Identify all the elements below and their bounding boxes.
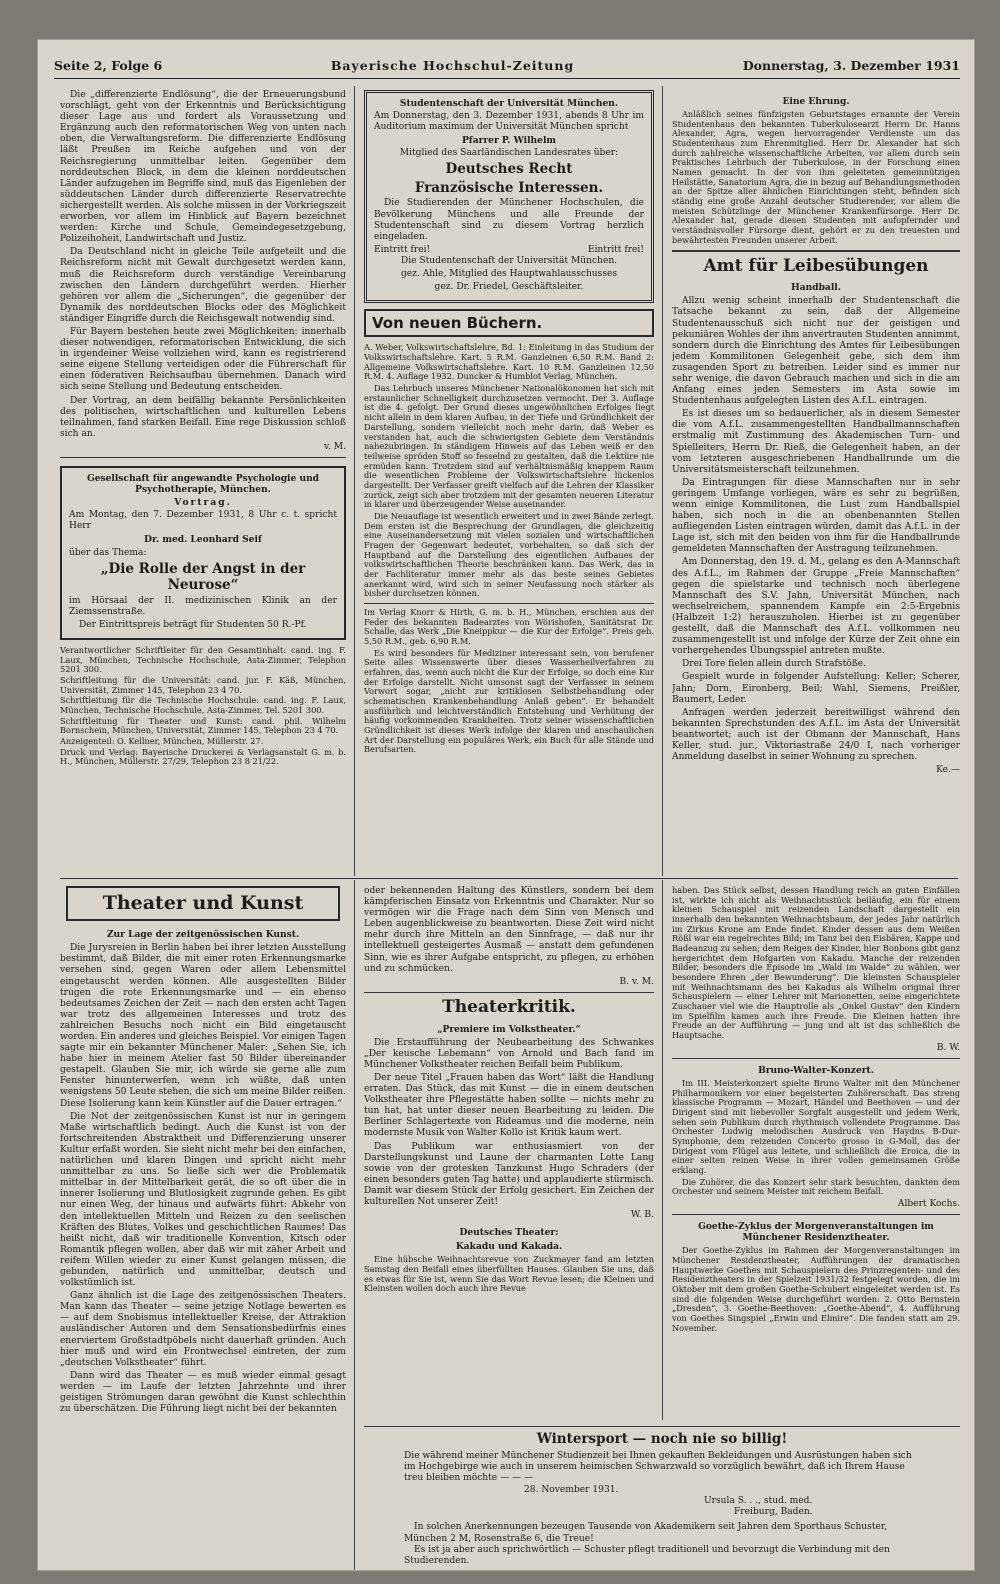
divider xyxy=(672,1214,960,1215)
lecture-notice-box xyxy=(364,90,654,303)
article-paragraph: Die Not der zeitgenössischen Kunst ist nur in geringem Maße wirtschaftlich bedingt. Auch die Kunst ist von der fortschreitenden Abstraktheit und Differenzierung unserer Kultur erfaßt worden. Sie sieht nicht mehr bei den einfachen, natürlichen und klaren Dingen und spricht nicht mehr unmittelbar zu uns. So ließe sich wer die Problematik mittelbar in der Mittelbarkeit gerät, die so oft über die in innerer Isolierung und Blutlosigkeit zugrunde gehen. Es gibt nur einen Weg, der hinaus und aufwärts führt: Abkehr von den intellektuellen Mitteln und Reizen zu den seelischen Kräften des Blutes, Volkes und geschichtlichen Raumes! Das heißt nicht, daß wir traditionelle Konvention, Kitsch oder Romantik pflegen wollen, aber daß wir mit zäher Arbeit und reifem Willen wieder zu einer Kunst gelangen müssen, die gebunden, natürlich und unmittelbar, deutsch und volkstümlich ist. xyxy=(60,1111,346,1289)
imprint-line: Verantwortlicher Schriftleiter für den Gesamtinhalt: cand. ing. F. Laux, München, Technische Hochschule, Asta-Zimmer, Telephon 5201 300. xyxy=(60,644,346,675)
article-paragraph: Allzu wenig scheint innerhalb der Studentenschaft die Tatsache bekannt zu sein, daß der Allgemeine Studentenausschuß sich nicht nur der geistigen und pekuniären Wohles der ihm anvertrauten Studenten annimmt, sondern durch die Einrichtung des Amtes für Leibesübungen jedem Kommilitonen Gelegenheit gebe, sich dem ihm zusagenden Sport zu betreiben. Leider sind es immer nur sehr wenige, die davon Gebrauch machen und sich in die am Anfang eines jeden Semesters im Asta sowie im Studentenhaus aufgelegten Listen des A.f.L. eintragen. xyxy=(672,296,960,407)
column-rule-3 xyxy=(354,880,355,1570)
header-date: Donnerstag, 3. Dezember 1931 xyxy=(742,57,960,73)
notice-entry: Eintritt frei! xyxy=(587,244,644,255)
ad-headline: Wintersport — noch nie so billig! xyxy=(536,1431,788,1447)
notice-role: Mitglied des Saarländischen Landesrates über: xyxy=(399,148,619,159)
ad-organization: Gesellschaft für angewandte Psychologie und Psychotherapie, München. xyxy=(86,473,320,496)
imprint-line: Anzeigenteil: O. Kellner, München, Müllerstr. 27. xyxy=(60,735,264,746)
article-paragraph: Gespielt wurde in folgender Aufstellung: Keller; Scherer, Jahn; Dorn, Eironberg, Beil; Wahl, Siemens, Preißler, Baumert, Leder. xyxy=(672,672,960,705)
book-entry: A. Weber, Volkswirtschaftslehre, Bd. 1: Einleitung in das Studium der Volkswirtschaftslehre. Kart. 5 R.M. Ganzleinen 6,50 R.M. Band 2: Allgemeine Volkswirtschaftslehre. Kart. 10 R.M. Ganzleinen 12,50 R.M. 4. Auflage 1932. Duncker & Humblot Verlag, München. xyxy=(364,342,654,382)
notice-title-2: Französische Interessen. xyxy=(414,179,604,196)
lower-column-1 xyxy=(60,886,346,1566)
imprint-line: Schriftleitung für die Universität: cand. jur. F. Käß, München, Universität, Zimmer 145, Telephon 23 4 70. xyxy=(60,674,346,695)
notice-speaker: Pfarrer P. Wilhelm xyxy=(461,135,557,147)
article-subtitle: Zur Lage der zeitgenössischen Kunst. xyxy=(106,929,300,941)
goethe-title: Goethe-Zyklus der Morgenveranstaltungen im Münchener Residenztheater. xyxy=(698,1221,934,1244)
article-paragraph: Drei Tore fielen allein durch Strafstöße. xyxy=(682,659,867,670)
lower-column-3 xyxy=(672,886,960,1422)
ad-fee: Der Eintrittspreis beträgt für Studenten 50 R.-Pf. xyxy=(79,619,307,630)
header-page-info: Seite 2, Folge 6 xyxy=(54,57,163,73)
lower-column-2 xyxy=(364,886,654,1426)
divider xyxy=(364,992,654,993)
divider xyxy=(672,250,960,252)
article-paragraph: Die Erstaufführung der Neubearbeitung des Schwankes „Der keusche Lebemann“ von Arnold und Bach fand im Münchener Volkstheater reichen Beifall beim Publikum. xyxy=(364,1037,654,1070)
notice-invite: Die Studierenden der Münchener Hochschulen, die Bevölkerung Münchens und alle Freunde der Studentenschaft sind zu diesem Vortrag herzlich eingeladen. xyxy=(374,198,644,242)
imprint-line: Schriftleitung für die Technische Hochschule: cand. ing. F. Laux, München, Technische Hochschule, Asta-Zimmer, Tel. 5201 300. xyxy=(60,695,346,715)
article-subtitle: Deutsches Theater: xyxy=(459,1227,559,1239)
article-paragraph: Da Deutschland nicht in gleiche Teile aufgeteilt und die Reichsreform nicht mit Gewalt durchgesetzt werden kann, muß die Reichsreform durch verständige Vereinbarung zwischen den Ländern durchgeführt werden. Hierher gehören vor allem die „Sicherungen“, die gegenüber der Dynamik des norddeutschen Blocks oder des Möglichkeit ständiger Eingriffe durch die Reichsgewalt notwendig sind. xyxy=(60,247,346,324)
article-paragraph: Am Donnerstag, den 19. d. M., gelang es den A-Mannschaft des A.f.L., im Rahmen der Gruppe „Freie Mannschaften“ gegen die spielstarke und technisch noch überlegene Mannschaft des S.V. Jahn, Universität München, nach wechselreichem, spannendem Kampfe ein 2:5-Ergebnis (Halbzeit 1:2) herauszuholen. Hierbei ist zu gegenüber gestellt, daß die Mannschaft des A.f.L. vollkommen neu zusammengestellt ist und infolge der Kürze der Zeit ohne ein vorhergehendes Übungsspiel antreten mußte. xyxy=(672,557,960,657)
article-paragraph: Da Eintragungen für diese Mannschaften nur in sehr geringem Umfange vorliegen, wäre es sehr zu begrüßen, wenn einige Kommilitonen, die Lust zum Handballspiel haben, sich noch in die an obenbenannten Stellen aufliegenden Listen eintragen würden, damit das A.f.L. in der Lage ist, sich mit den beiden von ihm für die Handballrunde gemeldeten Mannschaften der Austragung teilzunehmen. xyxy=(672,477,960,555)
section-rule xyxy=(60,878,958,879)
notice-title-1: Deutsches Recht xyxy=(445,161,573,178)
article-paragraph: Das Lehrbuch unseres Münchener Nationalökonomen hat sich mit erstaunlicher Schnelligkeit durchzusetzen vermocht. Der 3. Auflage ist die 4. gefolgt. Der Grund dieses ungewöhnlichen Erfolges liegt nicht allein in dem klaren Aufbau, in der Tiefe und Gründlichkeit der Darstellung, sondern vielleicht noch mehr darin, daß Weber es verstanden hat, auch die schwierigsten Gebiete dem Verständnis nahezubringen. In ständigem Hinweis auf das Leben weiß er den teilweise spröden Stoff so fesselnd zu gestalten, daß die Lektüre nie ermüden kann. Trotzdem sind auf verhältnismäßig knappem Raum die wesentlichen Probleme der Volkswirtschaftslehre lückenlos dargestellt. Der Verfasser greift vielfach auf die Lehren der Klassiker zurück, zeigt sich aber trotzdem mit der gesamten neueren Literatur in klarer und überzeugender Weise auseinander. xyxy=(364,383,654,510)
notice-date: Am Donnerstag, den 3. Dezember 1931, abends 8 Uhr im Auditorium maximum der Universität München spricht xyxy=(374,111,644,133)
page-header xyxy=(54,52,960,79)
newspaper-page xyxy=(38,40,974,1570)
notice-sign: gez. Dr. Friedel, Geschäftsleiter. xyxy=(434,282,584,293)
imprint xyxy=(60,646,346,767)
article-signature: Albert Kochs. xyxy=(897,1199,960,1209)
article-paragraph: Anfragen werden jederzeit bereitwilligst während den bekannten Sprechstunden des A.f.L. im Asta der Universität beantwortet; auch ist der Obmann der Mannschaft, Hans Keller, stud. jur., Viktoriastraße 24/0 I, nach vorheriger Anmeldung daselbst in seiner Wohnung zu sprechen. xyxy=(672,707,960,763)
article-subtitle: Kakadu und Kakada. xyxy=(455,1241,563,1253)
article-paragraph: Die Zuhörer, die das Konzert sehr stark besuchten, dankten dem Orchester und seinem Meister mit reichem Beifall. xyxy=(672,1176,960,1197)
ad-text: Es ist ja aber auch sprichwörtlich — Schuster pflegt traditionell und bevorzugt die Verbindung mit den Studierenden. xyxy=(404,1544,890,1567)
article-paragraph: Die „differenzierte Endlösung“, die der Erneuerungsbund vorschlägt, geht von der Erkenntnis und Berücksichtigung dieser Lage aus und fordert als Voraussetzung und Ergänzung auch den reformatorischen Weg von unten nach oben, die Verwaltungsreform. Die differenzierte Endlösung läßt Preußen im Reiche aufgehen und von der Reichsregierung unmittelbar leiten. Gegenüber dem norddeutschen Block, in dem die kleinen norddeutschen Länder aufzugehen im Begriffe sind, muß das Eigenleben der süddeutschen Länder durch differenzierte Reservatrechte sichergestellt werden. Als solche müssen in der Vorkriegszeit erworben, vor allem im Hinblick auf Bayern bezeichnet werden: Kirche und Schule, Gemeindegesetzgebung, Polizeihoheit, Landwirtschaft und Justiz. xyxy=(60,90,346,245)
article-paragraph: Die Neuauflage ist wesentlich erweitert und in zwei Bände zerlegt. Dem ersten ist die Besprechung der Grundlagen, die gleichzeitig eine Auseinandersetzung mit vielen sozialen und wirtschaftlichen Fragen der Gegenwart bedeutet, vorbehalten, so daß sich der Hauptband auf die Darstellung des eigentlichen Aufbaues der volkswirtschaftlichen Theorie beschränken kann. Das Werk, das in der Fachliteratur immer mehr als das beste seines Gebietes anerkannt wird, wird sich in seiner Neufassung noch stärker als bisher durchsetzen können. xyxy=(364,510,654,599)
header-masthead: Bayerische Hochschul-Zeitung xyxy=(330,57,575,73)
notice-entry: Eintritt frei! xyxy=(374,244,431,255)
article-paragraph: Ganz ähnlich ist die Lage des zeitgenössischen Theaters. Man kann das Theater — seine jetzige Notlage bewerten es — auf dem Snobismus intellektueller Kreise, der Attraktion ausländischer Autoren und dem Sensationsbedürfnis eines enerviertem Großstadtpöbels nicht dauerhaft gründen. Auch hier muß und wird ein Frontwechsel eintreten, der zum „deutschen Volkstheater“ führt. xyxy=(60,1291,346,1368)
ad-signer: Ursula S. . ., stud. med. xyxy=(704,1495,813,1506)
divider xyxy=(672,1058,960,1059)
honor-title: Eine Ehrung. xyxy=(782,96,850,107)
article-paragraph: Der Vortrag, an dem beifällig bekannte Persönlichkeiten des politischen, wirtschaftlichen und kulturellen Lebens teilnahmen, fand starken Beifall. Eine rege Diskussion schloß sich an. xyxy=(60,395,346,439)
article-signature: B. W. xyxy=(936,1042,960,1053)
concert-title: Bruno-Walter-Konzert. xyxy=(758,1064,874,1076)
article-paragraph: Für Bayern bestehen heute zwei Möglichkeiten: innerhalb dieser notwendigen, reformatorischen Entwicklung, die sich in irgendeiner Weise vollziehen wird, kann es registrierend seine eigene Stellung verteidigen oder die Führerschaft für einen föderativen Reichsaufbau übernehmen. Danach wird sich seine Stellung und Bedeutung entscheiden. xyxy=(60,326,346,393)
article-paragraph: Der Goethe-Zyklus im Rahmen der Morgenveranstaltungen im Münchener Residenztheater, Aufführungen der dramatischen Hauptwerke Goethes mit Schauspielern des Prinzregenten- und des Residenztheaters in der Spielzeit 1931/32 festgelegt worden, die im Oktober mit dem großen Goethe-Schubert eingeleitet werden ist. Es sind die folgenden Weise durchgeführt worden: 2. Otto Bernstein „Dresden“, 3. Goethe-Beethoven: „Goethe-Abend“, 4. Aufführung von Goethes Singspiel „Erwin und Elmire“. Die fanden statt am 29. November. xyxy=(672,1245,960,1333)
notice-sign: Die Studentenschaft der Universität München. xyxy=(400,255,618,266)
column-3 xyxy=(672,90,960,876)
amt-subtitle: Handball. xyxy=(791,282,841,294)
notice-entry-row xyxy=(374,245,644,256)
article-paragraph: Die Jurysreien in Berlin haben bei ihrer letzten Ausstellung bestimmt, daß Bilder, die mit einer roten Erkennungsmarke versehen sind, gegen Waren oder allem Lebensmittel eingetauscht werden können. Alle ausgestellten Bilder trugen die rote Erkennungsmarke und — ein ebenso bedeutsames Zeichen der Zeit — nach den ersten acht Tagen war trotz des allgemeinen Interesses und trotz des zahlreichen Besuchs noch nicht ein Bild eingetauscht worden. Ein anderes und gleiches Beispiel. Vor einigen Tagen sagte mir ein bekannter Münchener Maler: „Sehen Sie, ich habe hier in meinem Atelier fast 50 Bilder übereinander gestapelt. Glauben Sie mir, ich würde sie gerne alle zum Fenster hinunterwerfen, wenn ich wüßte, daß unten wenigstens 50 Leute stehen, die sich um meine Bilder reißen. Diese Isolierung kann kein Künstler auf die Dauer ertragen.“ xyxy=(60,943,346,1109)
notice-organization: Studentenschaft der Universität München. xyxy=(399,98,619,109)
books-section-title: Von neuen Büchern. xyxy=(364,309,654,337)
article-signature: Ke.— xyxy=(936,765,960,776)
imprint-line: Schriftleitung für Theater und Kunst: cand. phil. Wilhelm Bornschein, München, Universität, Zimmer 145, Telephon 23 4 70. xyxy=(60,715,346,736)
article-signature: W. B. xyxy=(630,1210,654,1221)
wintersport-ad xyxy=(364,1426,960,1567)
ad-kind: Vortrag. xyxy=(174,497,232,509)
article-paragraph: haben. Das Stück selbst, dessen Handlung reich an guten Einfällen ist, wirkte ich nicht als Weihnachtsstück beiläufig, ein für einem kleinen Schauspiel mit reizenden Landschaft dargestellt ein innerhalb den bekannten Weihnachtsbaum, der jedes Jahr natürlich im Zirkus Krone am Ende findet. Kinder dessen aus dem Weißen Rößl war ein regelrechtes Bild; im Tanz bei den Eisbären, Kappe und Badeanzug zu sehen; dem Reigen der Kinder, hier Bonbons gibt ganz hergerichtet dem Hofgarten von Kakadu. Manche der reizenden Bilder, besonders die Episode im „Wald im Walde“ zu wählen, wer besondere Ehren „der Bewunderung“. Die kleinsten Schauspieler mit Weihnachtsmann des bei Kakadus als Wilhelm original ihrer Schauspielern — einer Lehrer mit Marionetten, seine eingerichtete Zuschauer viel wie die Hauptrolle als „Onkel Gustav“ den Kindern im Spielfilm kamen auch ihre Freude. Die Kleinen hatten ihre Freude an der Aufführung — jung und alt ist das schließlich die Hauptsache. xyxy=(672,886,960,1041)
divider xyxy=(364,603,654,604)
article-signature: B. v. M. xyxy=(619,976,654,987)
ad-quote: Die während meiner Münchener Studienzeit bei Ihnen gekauften Bekleidungen und Ausrüstungen haben sich im Hochgebirge wie auch in unserem heimischen Schwarzwald so vorzüglich bewährt, daß ich Ihrem Hause treu bleiben möchte — — — xyxy=(404,1450,912,1484)
notice-sign: gez. Ahle, Mitglied des Hauptwahlausschusses xyxy=(400,268,618,279)
ad-about: über das Thema: xyxy=(69,547,147,558)
ad-date: 28. November 1931. xyxy=(524,1484,619,1495)
article-paragraph: Im III. Meisterkonzert spielte Bruno Walter mit den Münchener Philharmonikern vor einer begeisterten Zuhörerschaft. Das streng klassische Programm — Mozart, Händel und Beethoven — und der Dirigent sind mit liebevoller Sorgfalt ausgestellt und jedem Werk, sehen sein Publikum durch rhythmisch vollendete Programme. Das Orchester Ludwig melodischen Ausdruck von Haydns B-Dur-Symphonie, dem reizenden Concerto grosso in G-Moll, das der Dirigent vom Flügel aus leitete, und schließlich die Eroica, die in einer selten reinen Weise in ihrer vollen gemeinsamen Größe erklang. xyxy=(672,1077,960,1175)
theaterkritik-title: Theaterkritik. xyxy=(442,996,576,1017)
ad-title: „Die Rolle der Angst in der Neurose“ xyxy=(100,560,306,594)
article-signature: v. M. xyxy=(323,441,346,452)
article-paragraph: Eine hübsche Weihnachtsrevue von Zuckmayer fand am letzten Samstag den Beifall eines überfüllten Hauses. Glauben Sie uns, daß es etwas für Sie ist, wenn Sie das Wort Revue lesen; die Kleinen und Kleinsten wollen doch auch ihre Revue xyxy=(364,1254,654,1294)
article-paragraph: Es wird besonders für Mediziner interessant sein, von berufener Seite alles Wissenswerte über dieses Wasserheilverfahren zu erfahren, das, wenn auch nicht die Kur der Erfolge, so doch eine Kur der Erfolge darstellt. Nicht umsonst sagt der Verfasser in seinem Vorwort sogar, „nicht zur kritiklosen Selbstbehandlung oder schematischen Krankenbehandlung Anlaß geben“. Er behandelt ausführlich und leichtverständlich Entstehung und Verhütung der häufig vorkommenden Krankheiten. Trotz seiner wissenschaftlichen Gründlichkeit ist dieses Werk infolge der klaren und anschaulichen Art der Darstellung ein populäres Werk, ein Buch für alle Stände und Berufsarten. xyxy=(364,647,654,755)
theater-kunst-title: Theater und Kunst xyxy=(66,886,340,921)
column-rule-2 xyxy=(662,86,663,876)
column-1 xyxy=(60,90,346,876)
article-paragraph: Es ist dieses um so bedauerlicher, als in diesem Semester die vom A.f.L. zusammengestellten Handballmannschaften erstmalig mit Zustimmung des Akademischen Turn- und Spielleiters, Herrn Dr. Rieß, die Gelegenheit haben, an der vom letzteren ausgeschriebenen Handballrunde um die Universitätsmeisterschaft teilzunehmen. xyxy=(672,409,960,475)
lecture-ad-box xyxy=(60,466,346,640)
ad-place: im Hörsaal der II. medizinischen Klinik an der Ziemssenstraße. xyxy=(69,595,337,617)
amt-section-title: Amt für Leibesübungen xyxy=(703,255,929,276)
divider xyxy=(60,457,346,458)
article-subtitle: „Premiere im Volkstheater.“ xyxy=(437,1023,581,1035)
column-rule-1 xyxy=(354,86,355,876)
ad-text: In solchen Anerkennungen bezeugen Tausende von Akademikern seit Jahren dem Sporthaus Schuster, München 2 M, Rosenstraße 6, die Treue! xyxy=(404,1522,888,1544)
imprint-line: Druck und Verlag: Bayerische Druckerei & Verlagsanstalt G. m. b. H., München, Müllerstr. 27/29, Telephon 23 8 21/22. xyxy=(60,746,346,767)
ad-body xyxy=(364,1451,960,1567)
column-2 xyxy=(364,90,654,876)
column-rule-4 xyxy=(662,880,663,1420)
book-entry: Im Verlag Knorr & Hirth, G. m. b. H., München, erschien aus der Feder des bekannten Badearztes von Wörishofen, Sanitätsrat Dr. Schalle, das Werk „Die Kneippkur — die Kur der Erfolge“. Preis geh. 5,50 R.M., geb. 6,90 R.M. xyxy=(364,606,654,646)
article-paragraph: Dann wird das Theater — es muß wieder einmal gesagt werden — im Laufe der letzten Jahrzehnte und ihrer geistigen Strömungen daran gewöhnt die Kunst schlechthin zu überschätzen. Die Führung liegt nicht bei der bekannten xyxy=(60,1370,346,1415)
ad-date: Am Montag, den 7. Dezember 1931, 8 Uhr c. t. spricht Herr xyxy=(69,510,337,532)
article-paragraph: Das Publikum war enthusiasmiert von der Darstellungskunst und Laune der charmanten Lotte Lang sowie von der grotesken Tanzkunst Hugo Schraders (der einen besonders guten Tag hatte) und applaudierte stürmisch. Damit war diesem Stück der Erfolg gesichert. Ein Zeichen der kulturellen Not unserer Zeit! xyxy=(364,1141,654,1207)
article-paragraph: Anläßlich seines fünfzigsten Geburtstages ernannte der Verein Studentenhaus den bekannten Tuberkulosearzt Herrn Dr. Hanns Alexander, Agra, wegen hervorragender Verdienste um das Studentenhaus zum Ehrenmitglied. Herr Dr. Alexander hat sich durch zahlreiche wissenschaftliche Arbeiten, vor allem durch sein Praktisches Lehrbuch der Tuberkulose, in der Forschung einen Namen gemacht. In der von ihm geleiteten gemeinnützigen Heilstätte, Sanatorium Agra, die in bezug auf Behandlungsmethoden an der Spitze aller ähnlichen Einrichtungen steht, befinden sich ständig eine große Anzahl deutscher Studierender, vor allem die meisten Schützlinge der Münchener Krankenfürsorge. Herr Dr. Alexander hat, gerade diesen Studenten mit aufopfernder und verständnisvoller Fürsorge dient, gehört er zu den treuesten und bewährtesten Freunden unserer Arbeit. xyxy=(672,109,960,245)
article-paragraph: oder bekennenden Haltung des Künstlers, sondern bei dem kämpferischen Einsatz von Erkenntnis und Charakter. Nur so vermögen wir die Frage nach dem Sinn von Mensch und Leben augenblickweise zu beantworten. Diese Zeit wird nicht mehr durch ihre Mitteln an den Sinnfrage, — daß nur ihr intellektuell gesteigertes Ausmaß — anstatt dem gefundenen Sinn, wie es ihrer Aufgabe entspricht, zu pflegen, zu erhöhen und zu schmücken. xyxy=(364,886,654,974)
article-paragraph: Der neue Titel „Frauen haben das Wort“ läßt die Handlung erraten. Das Stück, das mit Kunst — die in einem deutschen Volkstheater ihre Pflegestätte haben sollte — nichts mehr zu tun hat, hat unter dieser neuen Bearbeitung zu leiden. Die Berliner Schlagertexte von Rideamus und die moderne, nein modernste Musik von Walter Kollo ist Kritik kaum wert. xyxy=(364,1072,654,1139)
ad-speaker: Dr. med. Leonhard Seif xyxy=(144,534,262,546)
ad-signer-place: Freiburg, Baden. xyxy=(734,1507,813,1518)
